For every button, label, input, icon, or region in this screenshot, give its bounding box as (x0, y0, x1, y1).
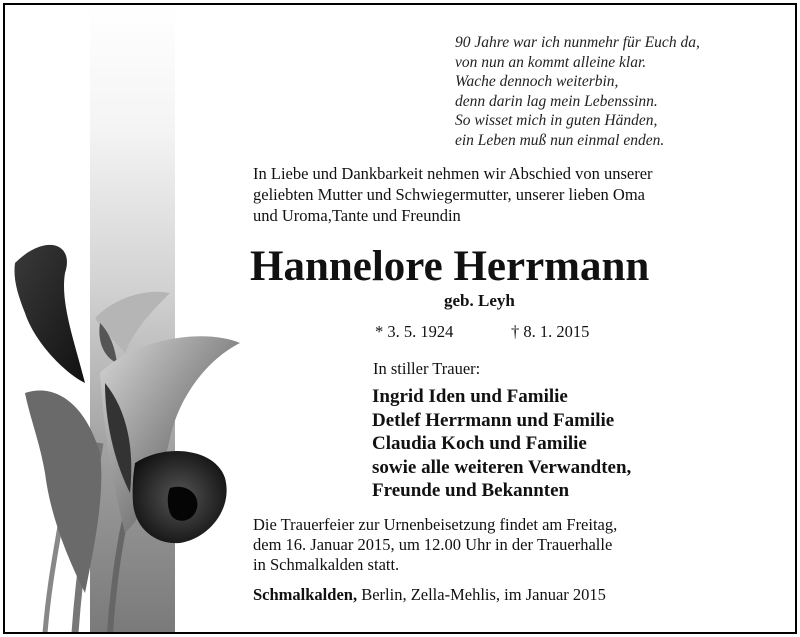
death-date: † 8. 1. 2015 (511, 322, 590, 341)
poem-line: ein Leben muß nun einmal enden. (455, 131, 665, 149)
ceremony-text (253, 515, 773, 575)
birth-name: geb. Leyh (444, 291, 515, 310)
ceremony-line: Die Trauerfeier zur Urnenbeisetzung findet am Freitag, (253, 515, 618, 534)
deceased-name: Hannelore Herrmann (250, 243, 650, 290)
obituary-notice (3, 3, 797, 634)
place-rest: Berlin, Zella-Mehlis, im Januar 2015 (357, 585, 606, 604)
place-date-line (253, 585, 606, 605)
poem-line: denn darin lag mein Lebenssinn. (455, 92, 658, 110)
mourner-line: sowie alle weiteren Verwandten, (372, 456, 632, 478)
poem (455, 33, 785, 150)
intro-text (253, 163, 788, 226)
intro-line: und Uroma,Tante und Freundin (253, 206, 461, 225)
mourner-line: Ingrid Iden und Familie (372, 386, 568, 407)
mourners-list (372, 385, 792, 503)
ceremony-line: dem 16. Januar 2015, um 12.00 Uhr in der Trauerhalle (253, 535, 613, 554)
intro-line: geliebten Mutter und Schwiegermutter, unserer lieben Oma (253, 185, 646, 204)
mourning-label: In stiller Trauer: (373, 359, 481, 378)
intro-line: In Liebe und Dankbarkeit nehmen wir Abschied von unserer (253, 164, 653, 183)
birth-date: * 3. 5. 1924 (375, 322, 454, 341)
poem-line: 90 Jahre war ich nunmehr für Euch da, (455, 34, 700, 51)
poem-line: von nun an kommt alleine klar. (455, 53, 647, 71)
mourner-line: Detlef Herrmann und Familie (372, 409, 615, 431)
place-city: Schmalkalden, (253, 585, 358, 604)
poem-line: So wisset mich in guten Händen, (455, 112, 658, 129)
poem-line: Wache dennoch weiterbin, (455, 73, 619, 90)
ceremony-line: in Schmalkalden statt. (253, 555, 400, 574)
calla-lily-illustration (5, 233, 250, 633)
mourner-line: Freunde und Bekannten (372, 480, 570, 501)
mourner-line: Claudia Koch und Familie (372, 433, 587, 454)
